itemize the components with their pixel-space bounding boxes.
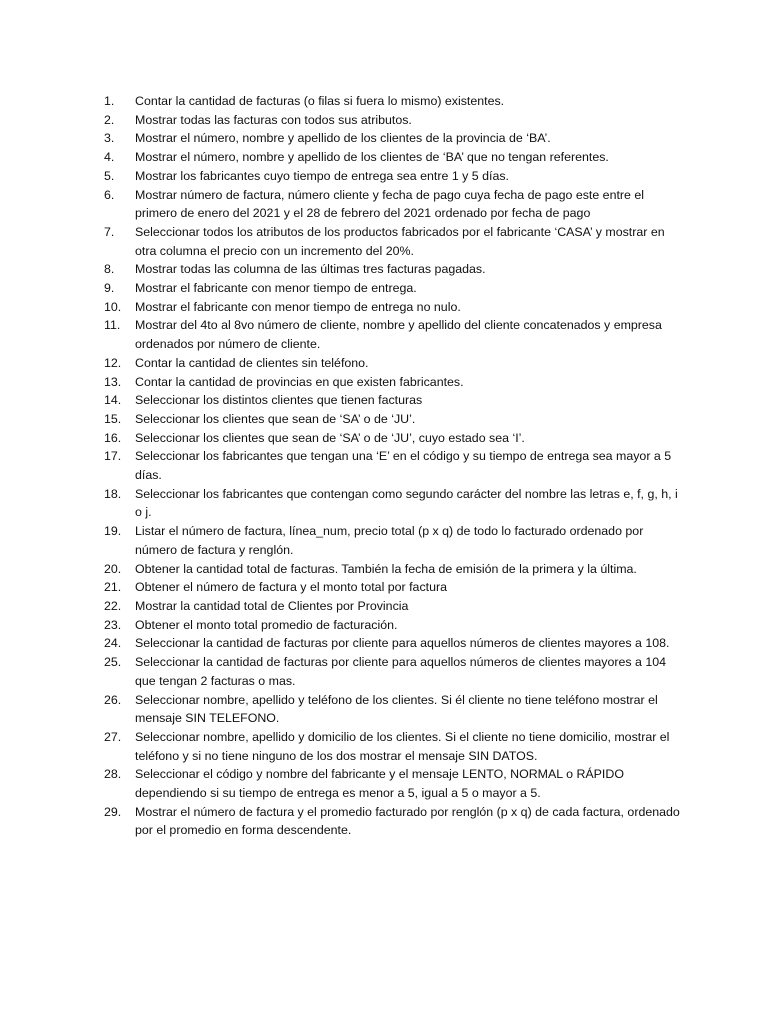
list-item [104, 765, 688, 802]
list-item-text: Seleccionar los clientes que sean de ‘SA’ o de ‘JU’, cuyo estado sea ‘I’. [135, 430, 525, 445]
list-item-number: 4. [104, 150, 115, 165]
list-item-text: Mostrar el número, nombre y apellido de los clientes de la provincia de ‘BA’. [135, 131, 551, 146]
list-item-text: Mostrar la cantidad total de Clientes por Provincia [135, 598, 409, 613]
list-item [104, 410, 688, 429]
list-item [104, 803, 688, 840]
list-item-text: Seleccionar los fabricantes que tengan una ‘E’ en el código y su tiempo de entrega sea mayor a 5 días. [135, 449, 672, 483]
list-item-text: Obtener el monto total promedio de facturación. [135, 617, 398, 632]
list-item-text: Listar el número de factura, línea_num, precio total (p x q) de todo lo facturado ordenado por número de factura y renglón. [135, 524, 644, 557]
list-item [104, 653, 688, 690]
list-item [104, 354, 688, 373]
list-item [104, 279, 688, 298]
list-item-text: Mostrar el fabricante con menor tiempo de entrega no nulo. [135, 299, 461, 314]
list-item [104, 634, 688, 653]
list-item [104, 129, 688, 148]
list-item-number: 17. [104, 449, 122, 464]
list-item-text: Mostrar el número, nombre y apellido de los clientes de ‘BA’ que no tengan referentes. [135, 150, 609, 165]
list-item-number: 22. [104, 598, 122, 613]
list-item-number: 2. [104, 112, 115, 127]
list-item-number: 20. [104, 561, 122, 576]
list-item-text: Seleccionar nombre, apellido y domicilio de los clientes. Si el cliente no tiene domicilio, mostrar el teléfono y si no tiene ninguno de los dos mostrar el mensaje SIN DATOS. [135, 729, 670, 763]
list-item-number: 25. [104, 655, 122, 670]
list-item [104, 578, 688, 597]
list-item-number: 6. [104, 187, 115, 202]
list-item-number: 10. [104, 299, 122, 314]
list-item-text: Seleccionar los distintos clientes que tienen facturas [135, 393, 423, 408]
list-item [104, 728, 688, 765]
list-item [104, 298, 688, 317]
list-item [104, 560, 688, 579]
list-item-text: Mostrar número de factura, número cliente y fecha de pago cuya fecha de pago este entre el primero de enero del 2021 y el 28 de febrero del 2021 ordenado por fecha de pago [135, 187, 645, 221]
list-item-text: Seleccionar el código y nombre del fabricante y el mensaje LENTO, NORMAL o RÁPIDO dependiendo si su tiempo de entrega es menor a 5, igual a 5 o mayor a 5. [135, 767, 624, 801]
list-item-number: 9. [104, 281, 115, 296]
list-item [104, 148, 688, 167]
list-item [104, 167, 688, 186]
list-item-number: 7. [104, 224, 115, 239]
list-item-number: 27. [104, 729, 122, 744]
list-item-number: 26. [104, 692, 122, 707]
list-item-number: 24. [104, 636, 122, 651]
list-item-number: 21. [104, 580, 122, 595]
list-item [104, 111, 688, 130]
list-item-number: 8. [104, 262, 115, 277]
list-item [104, 373, 688, 392]
list-item-text: Seleccionar nombre, apellido y teléfono de los clientes. Si él cliente no tiene teléfono mostrar el mensaje SIN TELEFONO. [135, 692, 658, 726]
list-item [104, 92, 688, 111]
list-item-text: Seleccionar los fabricantes que contengan como segundo carácter del nombre las letras e, f, g, h, i o j. [135, 486, 678, 520]
list-item [104, 391, 688, 410]
list-item-text: Contar la cantidad de clientes sin teléfono. [135, 355, 369, 370]
list-item-number: 16. [104, 430, 122, 445]
list-item-text: Contar la cantidad de facturas (o filas si fuera lo mismo) existentes. [135, 94, 505, 108]
list-item-text: Seleccionar los clientes que sean de ‘SA’ o de ‘JU’. [135, 411, 416, 426]
list-item-text: Seleccionar la cantidad de facturas por cliente para aquellos números de clientes mayores a 104 que tengan 2 facturas o mas. [135, 655, 667, 688]
list-item [104, 597, 688, 616]
exercise-list [104, 92, 688, 840]
list-item [104, 485, 688, 522]
list-item-number: 1. [104, 94, 115, 108]
list-item [104, 223, 688, 260]
list-item-text: Seleccionar la cantidad de facturas por cliente para aquellos números de clientes mayores a 108. [135, 636, 670, 651]
list-item-text: Obtener el número de factura y el monto total por factura [135, 580, 447, 595]
list-item-number: 5. [104, 168, 115, 183]
list-item-number: 29. [104, 804, 122, 819]
list-item-number: 28. [104, 767, 122, 782]
list-item-text: Obtener la cantidad total de facturas. También la fecha de emisión de la primera y la última. [135, 561, 637, 576]
list-item-text: Mostrar el número de factura y el promedio facturado por renglón (p x q) de cada factura, ordenado por el promedio en forma descendente. [135, 804, 680, 838]
list-item [104, 447, 688, 484]
list-item-text: Mostrar los fabricantes cuyo tiempo de entrega sea entre 1 y 5 días. [135, 168, 509, 183]
list-item [104, 522, 688, 559]
list-item [104, 616, 688, 635]
list-item-number: 15. [104, 411, 122, 426]
list-item [104, 691, 688, 728]
list-item-number: 3. [104, 131, 115, 146]
list-item-text: Mostrar todas las columna de las últimas tres facturas pagadas. [135, 262, 486, 277]
list-item [104, 260, 688, 279]
list-item-number: 12. [104, 355, 122, 370]
list-item-text: Seleccionar todos los atributos de los productos fabricados por el fabricante ‘CASA’ y mostrar en otra columna el precio con un incremento del 20%. [135, 224, 665, 258]
list-item-text: Mostrar todas las facturas con todos sus atributos. [135, 112, 412, 127]
list-item [104, 316, 688, 353]
list-item-text: Mostrar del 4to al 8vo número de cliente, nombre y apellido del cliente concatenados y empresa ordenados por número de cliente. [135, 318, 662, 352]
list-item-number: 19. [104, 524, 122, 539]
list-item [104, 186, 688, 223]
list-item [104, 429, 688, 448]
list-item-text: Contar la cantidad de provincias en que existen fabricantes. [135, 374, 464, 389]
list-item-number: 13. [104, 374, 122, 389]
list-item-text: Mostrar el fabricante con menor tiempo de entrega. [135, 281, 417, 296]
list-item-number: 11. [104, 318, 121, 333]
list-item-number: 23. [104, 617, 122, 632]
list-item-number: 14. [104, 393, 122, 408]
list-item-number: 18. [104, 486, 122, 501]
